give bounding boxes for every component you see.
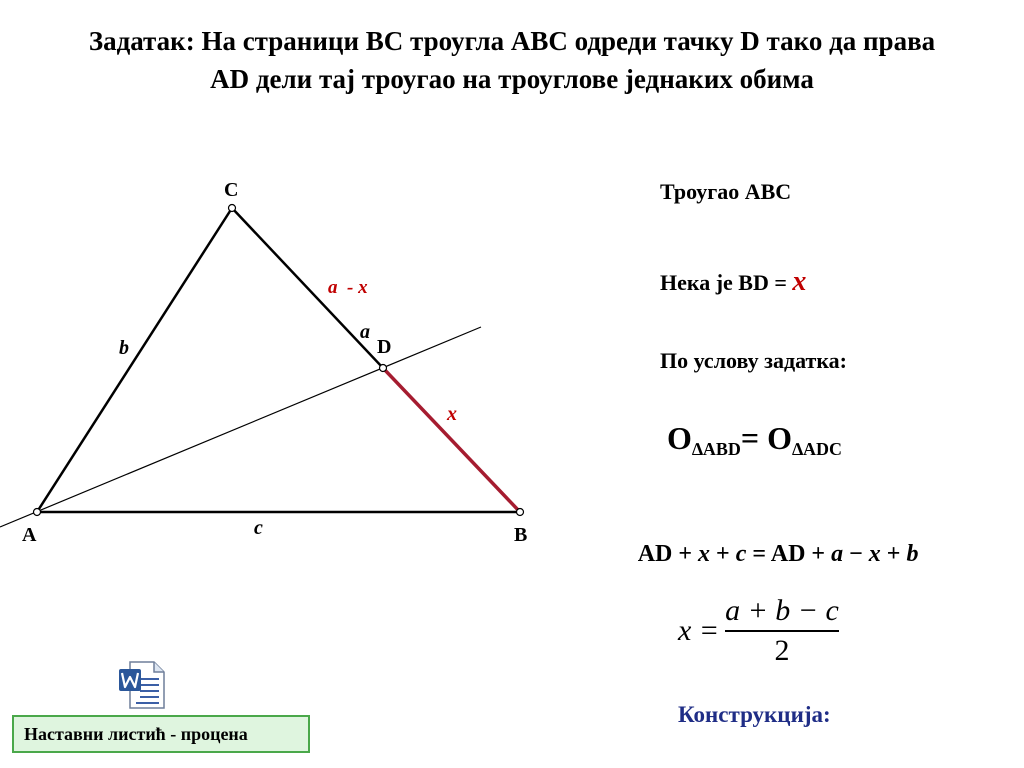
point-a [34, 509, 41, 516]
label-side-b: b [119, 337, 129, 359]
eq-b: b [906, 541, 919, 567]
formula-x [678, 594, 839, 668]
perimeter-equals: = [740, 420, 768, 456]
title-line-1: Задатак: На страници BC троугла ABC одреди тачку D тако да права [88, 26, 936, 56]
line-ad [0, 327, 481, 527]
label-x: x [447, 403, 457, 425]
label-c: C [224, 179, 239, 201]
point-c [229, 205, 236, 212]
segment-bd [383, 368, 520, 512]
title-line-2: AD дели тај троугао на троуглове једнаких обима [210, 64, 814, 94]
let-bd-statement [660, 266, 806, 298]
eq-ad-right: AD [770, 541, 806, 567]
point-b [517, 509, 524, 516]
eq-c: c [735, 541, 747, 567]
eq-plus: + [710, 541, 736, 567]
perimeter-o2: O [767, 420, 793, 456]
worksheet-link[interactable]: Наставни листић - процена [12, 715, 310, 753]
eq-a: a [831, 541, 844, 567]
perimeter-o1: O [667, 420, 692, 456]
perimeter-sub1: ∆ABD [691, 439, 741, 459]
label-a: A [22, 524, 37, 546]
point-d [380, 365, 387, 372]
formula-lhs: x = [678, 613, 720, 647]
label-side-c: c [254, 517, 263, 539]
formula-fraction [725, 594, 839, 668]
perimeter-sub2: ∆ADC [792, 439, 843, 459]
formula-denominator: 2 [774, 633, 790, 667]
label-d: D [377, 336, 392, 358]
eq-x: x [868, 541, 881, 567]
label-side-a: a [360, 321, 370, 343]
label-b: B [514, 524, 528, 546]
eq-minus: − [843, 541, 869, 567]
eq-ad-left: AD [637, 541, 673, 567]
let-bd-text: Нека је BD = [660, 270, 793, 295]
eq-equals: = [746, 541, 771, 567]
perimeter-equation [667, 420, 842, 460]
eq-x: x [698, 541, 711, 567]
eq-plus: + [672, 541, 699, 567]
eq-plus: + [880, 541, 907, 567]
triangle-label: Троугао ABC [660, 179, 792, 204]
eq-plus: + [805, 541, 832, 567]
word-document-icon[interactable] [116, 659, 168, 711]
construction-label: Конструкција: [678, 702, 831, 727]
fraction-bar [725, 630, 839, 632]
side-ac [37, 208, 232, 512]
formula-numerator: a + b − c [725, 594, 839, 627]
by-condition: По услову задатка: [660, 348, 847, 373]
let-bd-variable: x [792, 266, 807, 297]
label-a-minus-x: a - x [328, 277, 368, 298]
sum-equation [627, 514, 918, 568]
